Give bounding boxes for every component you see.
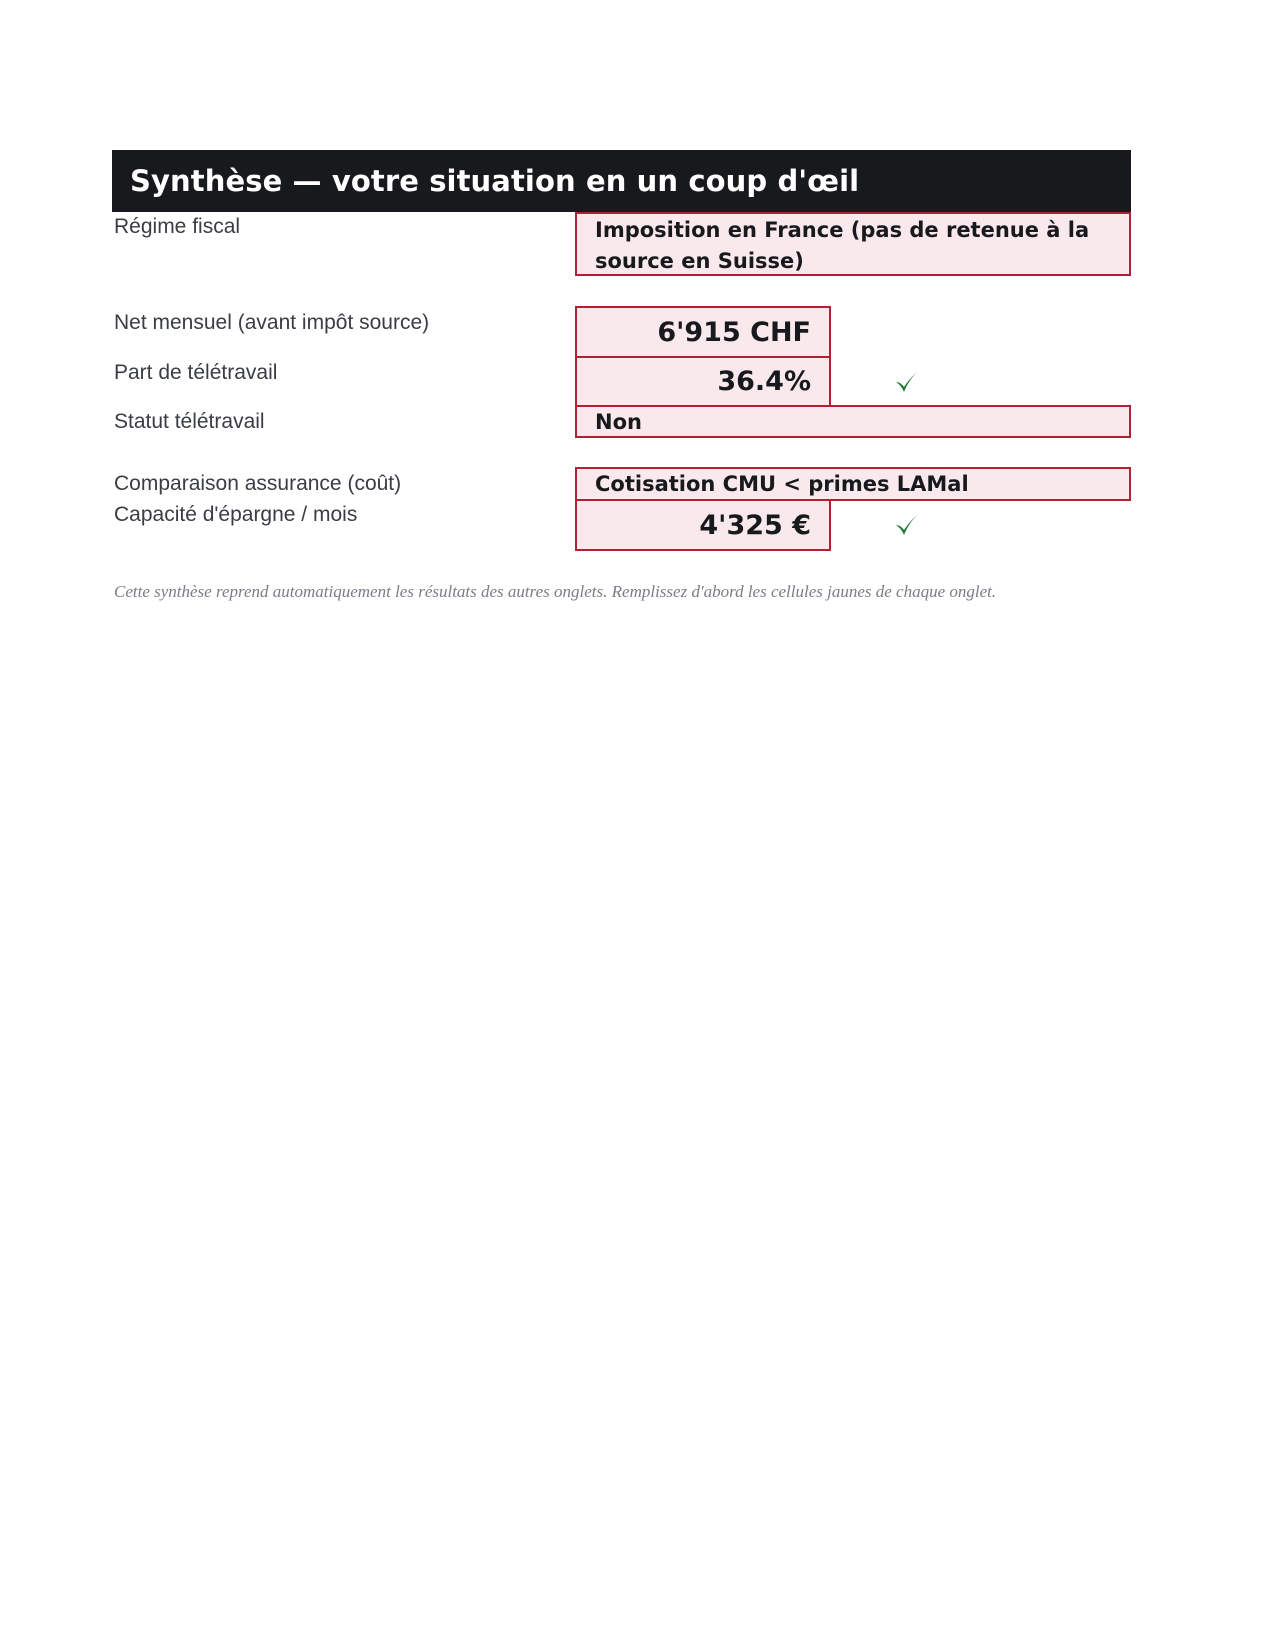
net-mensuel-value: 6'915 CHF [575, 306, 831, 358]
statut-teletravail-label: Statut télétravail [114, 410, 265, 433]
regime-fiscal-label: Régime fiscal [114, 215, 241, 238]
comparaison-assurance-value: Cotisation CMU < primes LAMal [575, 467, 1131, 501]
check-icon [893, 509, 923, 539]
capacite-epargne-value: 4'325 € [575, 499, 831, 551]
page-title: Synthèse — votre situation en un coup d'œil [112, 150, 1131, 212]
capacite-epargne-label: Capacité d'épargne / mois [114, 503, 358, 526]
net-mensuel-label: Net mensuel (avant impôt source) [114, 311, 430, 334]
footer-note: Cette synthèse reprend automatiquement les résultats des autres onglets. Remplissez d'abord les cellules jaunes de chaque onglet. [114, 582, 997, 601]
check-icon [893, 366, 923, 396]
regime-fiscal-value: Imposition en France (pas de retenue à la source en Suisse) [575, 212, 1131, 276]
statut-teletravail-value: Non [575, 405, 1131, 438]
part-teletravail-label: Part de télétravail [114, 361, 278, 384]
part-teletravail-value: 36.4% [575, 356, 831, 407]
comparaison-assurance-label: Comparaison assurance (coût) [114, 472, 402, 495]
